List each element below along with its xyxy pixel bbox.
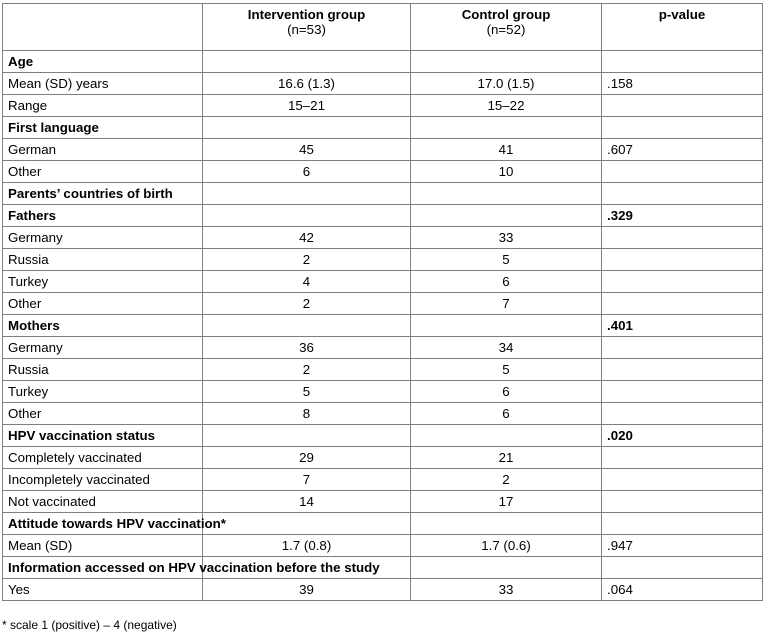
intervention-value-cell: 2 [203, 293, 411, 315]
section-row [3, 513, 763, 535]
intervention-value-cell: 39 [203, 579, 411, 601]
row-label-cell: Other [3, 161, 203, 183]
intervention-value-cell: 8 [203, 403, 411, 425]
p-value-cell [602, 557, 763, 579]
control-value-cell [411, 183, 602, 205]
row-label-cell: Turkey [3, 381, 203, 403]
p-value-cell [602, 51, 763, 73]
p-value-cell: .020 [602, 425, 763, 447]
p-value-cell [602, 161, 763, 183]
row-label-cell: Other [3, 293, 203, 315]
p-value-cell [602, 183, 763, 205]
table-row [3, 535, 763, 557]
row-label-cell: Not vaccinated [3, 491, 203, 513]
table-row [3, 139, 763, 161]
intervention-value-cell [203, 513, 411, 535]
intervention-value-cell: 4 [203, 271, 411, 293]
table-row [3, 161, 763, 183]
control-value-cell: 33 [411, 227, 602, 249]
p-value-cell [602, 271, 763, 293]
p-value-cell: .947 [602, 535, 763, 557]
p-value-cell [602, 469, 763, 491]
table-row [3, 337, 763, 359]
p-value-cell [602, 513, 763, 535]
control-value-cell: 5 [411, 249, 602, 271]
control-value-cell [411, 557, 602, 579]
intervention-value-cell: 14 [203, 491, 411, 513]
header-row [3, 4, 763, 51]
row-label-cell: Other [3, 403, 203, 425]
p-value-cell [602, 403, 763, 425]
p-value-cell: .401 [602, 315, 763, 337]
control-value-cell [411, 425, 602, 447]
table-row [3, 73, 763, 95]
row-label-cell: Information accessed on HPV vaccination before the study [3, 557, 203, 579]
header-cell-label [3, 4, 203, 51]
section-row [3, 315, 763, 337]
p-value-cell [602, 381, 763, 403]
section-row [3, 425, 763, 447]
control-value-cell: 21 [411, 447, 602, 469]
control-value-cell: 6 [411, 271, 602, 293]
intervention-group-title: Intervention group [247, 7, 366, 22]
control-value-cell: 5 [411, 359, 602, 381]
intervention-value-cell: 6 [203, 161, 411, 183]
control-value-cell [411, 315, 602, 337]
header-cell-p-value [602, 4, 763, 51]
table-row [3, 491, 763, 513]
control-value-cell: 6 [411, 403, 602, 425]
table-row [3, 95, 763, 117]
control-value-cell: 17 [411, 491, 602, 513]
intervention-value-cell: 29 [203, 447, 411, 469]
p-value-cell: .607 [602, 139, 763, 161]
section-row [3, 557, 763, 579]
row-label-cell: Completely vaccinated [3, 447, 203, 469]
intervention-value-cell: 1.7 (0.8) [203, 535, 411, 557]
row-label-cell: Attitude towards HPV vaccination* [3, 513, 203, 535]
intervention-value-cell: 2 [203, 249, 411, 271]
row-label-cell: HPV vaccination status [3, 425, 203, 447]
header-cell-control [411, 4, 602, 51]
control-value-cell [411, 205, 602, 227]
row-label-cell: Germany [3, 337, 203, 359]
control-value-cell: 41 [411, 139, 602, 161]
row-label-cell: Germany [3, 227, 203, 249]
p-value-cell [602, 491, 763, 513]
p-value-cell [602, 249, 763, 271]
table-row [3, 403, 763, 425]
row-label-cell: Mean (SD) years [3, 73, 203, 95]
table-row [3, 293, 763, 315]
p-value-cell [602, 95, 763, 117]
row-label-cell: Turkey [3, 271, 203, 293]
control-value-cell: 1.7 (0.6) [411, 535, 602, 557]
table-footnote: * scale 1 (positive) – 4 (negative) [2, 618, 177, 632]
control-value-cell: 17.0 (1.5) [411, 73, 602, 95]
intervention-value-cell [203, 117, 411, 139]
intervention-value-cell: 2 [203, 359, 411, 381]
intervention-group-n: (n=53) [287, 22, 326, 37]
table-row [3, 227, 763, 249]
p-value-title: p-value [658, 7, 706, 22]
p-value-cell [602, 447, 763, 469]
control-group-title: Control group [461, 7, 551, 22]
intervention-value-cell: 36 [203, 337, 411, 359]
section-row [3, 183, 763, 205]
row-label-cell: German [3, 139, 203, 161]
row-label-cell: Fathers [3, 205, 203, 227]
table-row [3, 359, 763, 381]
row-label-cell: Range [3, 95, 203, 117]
p-value-cell [602, 293, 763, 315]
table-row [3, 249, 763, 271]
intervention-value-cell: 7 [203, 469, 411, 491]
control-value-cell [411, 117, 602, 139]
table-row [3, 579, 763, 601]
intervention-value-cell [203, 51, 411, 73]
table-row [3, 381, 763, 403]
row-label-cell: First language [3, 117, 203, 139]
intervention-value-cell [203, 183, 411, 205]
section-row [3, 117, 763, 139]
p-value-cell [602, 359, 763, 381]
p-value-cell: .064 [602, 579, 763, 601]
control-value-cell: 34 [411, 337, 602, 359]
control-value-cell: 33 [411, 579, 602, 601]
section-row [3, 51, 763, 73]
section-row [3, 205, 763, 227]
row-label-cell: Mean (SD) [3, 535, 203, 557]
control-value-cell [411, 51, 602, 73]
row-label-cell: Russia [3, 359, 203, 381]
control-group-n: (n=52) [486, 22, 526, 37]
intervention-value-cell [203, 425, 411, 447]
table-row [3, 469, 763, 491]
intervention-value-cell: 15–21 [203, 95, 411, 117]
intervention-value-cell: 45 [203, 139, 411, 161]
table-row [3, 271, 763, 293]
p-value-cell: .329 [602, 205, 763, 227]
p-value-cell [602, 117, 763, 139]
p-value-cell [602, 337, 763, 359]
control-value-cell: 2 [411, 469, 602, 491]
table-header [3, 4, 763, 51]
baseline-characteristics-table [2, 3, 763, 601]
intervention-value-cell: 5 [203, 381, 411, 403]
row-label-cell: Russia [3, 249, 203, 271]
table-row [3, 447, 763, 469]
row-label-cell: Yes [3, 579, 203, 601]
control-value-cell: 10 [411, 161, 602, 183]
p-value-cell: .158 [602, 73, 763, 95]
intervention-value-cell: 16.6 (1.3) [203, 73, 411, 95]
intervention-value-cell [203, 315, 411, 337]
row-label-cell: Parents’ countries of birth [3, 183, 203, 205]
intervention-value-cell [203, 205, 411, 227]
control-value-cell: 7 [411, 293, 602, 315]
header-cell-intervention [203, 4, 411, 51]
row-label-cell: Incompletely vaccinated [3, 469, 203, 491]
row-label-cell: Mothers [3, 315, 203, 337]
p-value-cell [602, 227, 763, 249]
table-body [3, 51, 763, 601]
control-value-cell: 15–22 [411, 95, 602, 117]
control-value-cell: 6 [411, 381, 602, 403]
control-value-cell [411, 513, 602, 535]
row-label-cell: Age [3, 51, 203, 73]
intervention-value-cell: 42 [203, 227, 411, 249]
